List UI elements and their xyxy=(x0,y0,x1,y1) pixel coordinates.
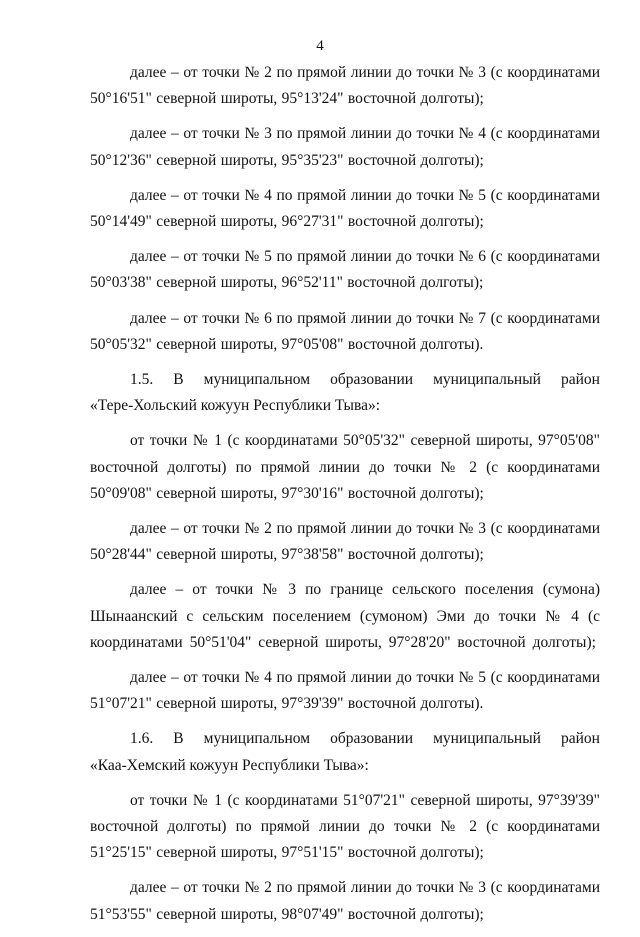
paragraph: от точки № 1 (с координатами 50°05'32" северной широты, 97°05'08" восточной долготы) по прямой линии до точки № 2 (с координатами 50°09'08" северной широты, 97°30'16" восточной долготы); xyxy=(90,432,600,502)
section-word: муниципальном xyxy=(203,371,311,389)
section-word: район xyxy=(560,730,600,748)
section-district-name: «Каа-Хемский кожуун Республики Тыва»: xyxy=(90,756,369,774)
paragraph: далее – от точки № 4 по прямой линии до точки № 5 (с координатами 50°14'49" северной широты, 96°27'31" восточной долготы); xyxy=(90,186,600,231)
section-word: район xyxy=(560,371,600,389)
section-heading-line xyxy=(90,367,600,393)
paragraph: далее – от точки № 3 по прямой линии до точки № 4 (с координатами 50°12'36" северной широты, 95°35'23" восточной долготы); xyxy=(90,125,600,169)
section-word: В xyxy=(173,730,184,748)
section-number: 1.5. xyxy=(130,371,154,389)
section-word: В xyxy=(173,371,184,389)
section-word: муниципальный xyxy=(433,730,541,748)
section-district-name: «Тере-Хольский кожуун Республики Тыва»: xyxy=(90,397,381,415)
paragraph: далее – от точки № 3 по границе сельского поселения (сумона) Шынаанский с сельским поселением (сумоном) Эми до точки № 4 (с координатами 50°51'04" северной широты, 97°28'20" восточной долготы); xyxy=(90,581,600,651)
document-body xyxy=(90,60,600,937)
paragraph: далее – от точки № 5 по прямой линии до точки № 6 (с координатами 50°03'38" северной широты, 96°52'11" восточной долготы); xyxy=(90,248,600,292)
section-heading-1-6 xyxy=(90,726,600,778)
section-word: образовании xyxy=(330,730,414,748)
paragraph: далее – от точки № 2 по прямой линии до точки № 3 (с координатами 51°53'55" северной широты, 98°07'49" восточной долготы); xyxy=(90,879,600,923)
paragraph: от точки № 1 (с координатами 51°07'21" северной широты, 97°39'39" восточной долготы) по прямой линии до точки № 2 (с координатами 51°25'15" северной широты, 97°51'15" восточной долготы); xyxy=(90,791,600,862)
page-number: 4 xyxy=(316,38,324,54)
paragraph: далее – от точки № 2 по прямой линии до точки № 3 (с координатами 50°28'44" северной широты, 97°38'58" восточной долготы); xyxy=(90,520,600,564)
paragraph: далее – от точки № 6 по прямой линии до точки № 7 (с координатами 50°05'32" северной широты, 97°05'08" восточной долготы). xyxy=(90,309,600,353)
section-word: образовании xyxy=(330,371,414,389)
paragraph: далее – от точки № 4 по прямой линии до точки № 5 (с координатами 51°07'21" северной широты, 97°39'39" восточной долготы). xyxy=(90,669,600,713)
section-heading-line xyxy=(90,726,600,752)
section-heading-1-5 xyxy=(90,367,600,419)
section-number: 1.6. xyxy=(130,730,154,748)
section-word: муниципальном xyxy=(203,730,311,748)
section-word: муниципальный xyxy=(433,371,541,389)
paragraph: далее – от точки № 2 по прямой линии до точки № 3 (с координатами 50°16'51" северной широты, 95°13'24" восточной долготы); xyxy=(90,64,600,108)
